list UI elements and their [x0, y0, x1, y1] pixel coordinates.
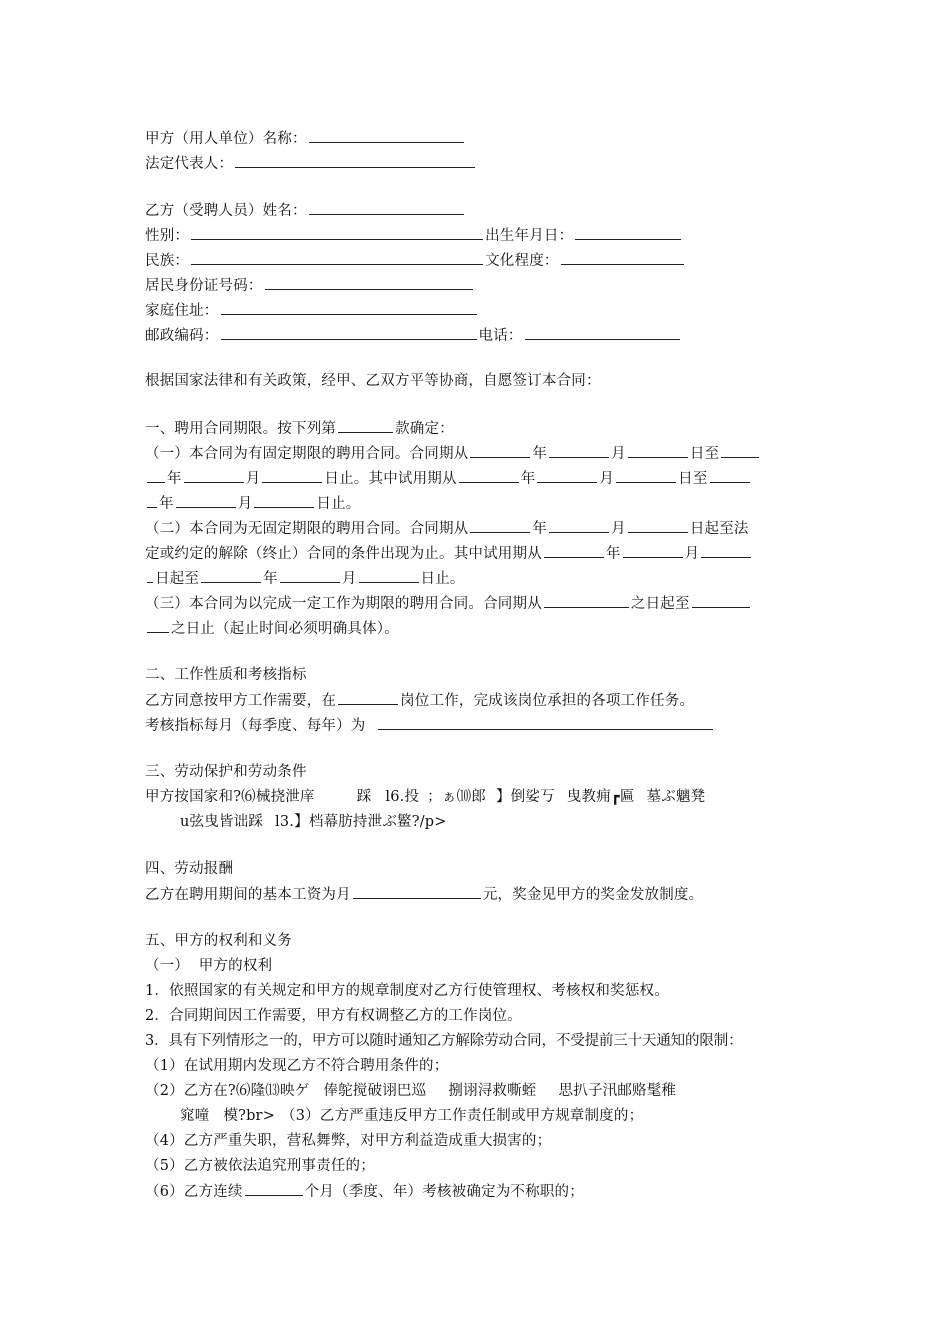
- day-end-label: 日止。: [420, 571, 465, 587]
- s4-l1b: 元，奖金见甲方的奖金发放制度。: [482, 887, 704, 903]
- garbled-text: 捌诩浔救嘶蛭: [448, 1083, 537, 1099]
- clause-choice-blank[interactable]: [338, 418, 393, 433]
- blank[interactable]: [549, 443, 609, 458]
- s5-item-1: 1．依照国家的有关规定和甲方的规章制度对乙方行使管理权、考核权和奖惩权。: [145, 983, 669, 999]
- party-a-name-label: 甲方（用人单位）名称：: [145, 131, 307, 147]
- s5-c6b: 个月（季度、年）考核被确定为不称职的；: [304, 1184, 584, 1200]
- month-label: 月: [611, 446, 626, 462]
- s1-p2-c: 定或约定的解除（终止）合同的条件出现为止。其中试用期从: [145, 546, 542, 562]
- s1-p3-line1: [145, 593, 752, 614]
- blank[interactable]: [544, 593, 629, 608]
- month-label: 月: [599, 471, 615, 487]
- blank[interactable]: [701, 543, 751, 558]
- gender-blank[interactable]: [191, 225, 483, 240]
- gender-line: [145, 225, 683, 246]
- garbled-text: ；ぁ⑽郎: [427, 789, 486, 805]
- section-4-title: 四、劳动报酬: [145, 861, 234, 877]
- garbled-text: 曳教痈┏匾: [566, 789, 635, 805]
- blank[interactable]: [721, 443, 759, 458]
- garbled-text: l6.投: [385, 789, 420, 805]
- year-label: 年: [159, 496, 174, 512]
- garbled-text: 窕噇: [180, 1108, 210, 1124]
- blank[interactable]: [623, 543, 683, 558]
- s1-p2-d: 日起至: [155, 571, 200, 587]
- year-label: 年: [263, 571, 278, 587]
- postcode-label: 邮政编码：: [145, 328, 219, 344]
- s1-p3-line2: [145, 618, 399, 639]
- s1-p2-line3: [145, 568, 465, 589]
- s5-case-4: （4）乙方严重失职，营私舞弊，对甲方利益造成重大损害的；: [145, 1133, 552, 1149]
- party-a-rep-line: [145, 153, 477, 174]
- edu-label: 文化程度：: [485, 253, 559, 269]
- s5-sub1: （一） 甲方的权利: [145, 958, 273, 974]
- garbled-text: 甲方按国家和?⑹械挠泄庠: [145, 789, 315, 805]
- s5-item-3: 3．具有下列情形之一的，甲方可以随时通知乙方解除劳动合同，不受提前三十天通知的限制：: [145, 1033, 743, 1049]
- garbled-text: 踩: [356, 789, 372, 805]
- edu-blank[interactable]: [561, 250, 684, 265]
- s1-title-a: 一、聘用合同期限。按下列第: [145, 421, 337, 437]
- day-to-label: 日至: [678, 471, 708, 487]
- month-label: 月: [611, 521, 626, 537]
- postcode-line: [145, 325, 682, 346]
- day-end-label: 日止。其中试用期从: [324, 471, 457, 487]
- month-label: 月: [341, 571, 357, 587]
- garbled-text: u弦曳皆诎踩: [180, 814, 264, 830]
- blank[interactable]: [459, 468, 519, 483]
- party-a-name-line: [145, 128, 466, 149]
- post-blank[interactable]: [338, 690, 398, 705]
- id-blank[interactable]: [265, 275, 473, 290]
- s2-l1b: 岗位工作，完成该岗位承担的各项工作任务。: [400, 693, 695, 709]
- year-label: 年: [167, 471, 182, 487]
- s1-p2-b: 日起至法: [689, 521, 749, 537]
- blank[interactable]: [280, 568, 340, 583]
- party-a-rep-blank[interactable]: [235, 153, 475, 168]
- months-blank[interactable]: [245, 1181, 303, 1196]
- garbled-text: l3.】档幕肪持泄ぶ鳘?/p>: [275, 814, 447, 830]
- postcode-blank[interactable]: [221, 325, 477, 340]
- party-b-name-blank[interactable]: [309, 200, 464, 215]
- blank[interactable]: [147, 468, 165, 483]
- address-label: 家庭住址：: [145, 303, 219, 319]
- s2-line1: [145, 690, 694, 711]
- s3-garbled-line2: [180, 812, 447, 832]
- blank[interactable]: [544, 543, 604, 558]
- section-3-title: 三、劳动保护和劳动条件: [145, 764, 307, 780]
- blank[interactable]: [710, 468, 750, 483]
- year-label: 年: [520, 471, 536, 487]
- preamble: 根据国家法律和有关政策，经甲、乙双方平等协商，自愿签订本合同：: [145, 373, 601, 389]
- garbled-text: 思扒子汛邮赂髦稚: [558, 1083, 677, 1099]
- id-label: 居民身份证号码：: [145, 278, 263, 294]
- birth-blank[interactable]: [575, 225, 681, 240]
- s5-item-2: 2．合同期间因工作需要，甲方有权调整乙方的工作岗位。: [145, 1008, 522, 1024]
- blank[interactable]: [147, 568, 153, 583]
- blank[interactable]: [692, 593, 750, 608]
- party-b-name-label: 乙方（受聘人员）姓名：: [145, 203, 307, 219]
- year-label: 年: [532, 521, 548, 537]
- s2-line2: [145, 715, 715, 736]
- id-line: [145, 275, 475, 296]
- birth-label: 出生年月日：: [485, 228, 574, 244]
- gender-label: 性别：: [145, 228, 190, 244]
- s5-c6a: （6）乙方连续: [145, 1184, 243, 1200]
- s4-line1: [145, 884, 703, 905]
- party-a-rep-label: 法定代表人：: [145, 156, 234, 172]
- s1-p3-c: 之日止（起止时间必须明确具体）。: [171, 621, 399, 637]
- s2-l2: 考核指标每月（每季度、每年）为: [145, 718, 366, 734]
- s1-p2-line2: [145, 543, 753, 564]
- s1-p1-text: （一）本合同为有固定期限的聘用合同。合同期从: [145, 446, 469, 462]
- blank[interactable]: [147, 618, 169, 633]
- blank[interactable]: [628, 518, 688, 533]
- day-end-label: 日止。: [316, 496, 361, 512]
- s1-p2-line1: [145, 518, 749, 539]
- party-b-name-line: [145, 200, 466, 221]
- s4-l1a: 乙方在聘用期间的基本工资为月: [145, 887, 351, 903]
- blank[interactable]: [628, 443, 688, 458]
- section-5-title: 五、甲方的权利和义务: [145, 933, 292, 949]
- blank[interactable]: [184, 468, 244, 483]
- kpi-blank[interactable]: [378, 715, 713, 730]
- blank[interactable]: [147, 493, 157, 508]
- contract-page: [145, 0, 825, 1344]
- blank[interactable]: [537, 468, 597, 483]
- s5-case-3: （3）乙方严重违反甲方工作责任制或甲方规章制度的；: [281, 1108, 644, 1124]
- blank[interactable]: [470, 518, 530, 533]
- blank[interactable]: [201, 568, 261, 583]
- ethnic-line: [145, 250, 686, 271]
- s5-case-5: （5）乙方被依法追究刑事责任的；: [145, 1158, 375, 1174]
- s1-p3-text: （三）本合同为以完成一定工作为期限的聘用合同。合同期从: [145, 596, 542, 612]
- blank[interactable]: [616, 468, 676, 483]
- garbled-text: （2）乙方在?⑹隆⒀映ゲ: [145, 1083, 310, 1099]
- garbled-text: 模?br>: [223, 1108, 276, 1124]
- year-label: 年: [605, 546, 621, 562]
- day-to-label: 日至: [689, 446, 720, 462]
- garbled-text: 俸鸵搅破诩巴巡: [323, 1083, 427, 1099]
- s5-case-1: （1）在试用期内发现乙方不符合聘用条件的；: [145, 1058, 449, 1074]
- s1-title-b: 款确定：: [395, 421, 454, 437]
- address-blank[interactable]: [221, 300, 477, 315]
- ethnic-label: 民族：: [145, 253, 190, 269]
- month-label: 月: [237, 496, 253, 512]
- salary-blank[interactable]: [353, 884, 481, 899]
- s1-p3-b: 之日起至: [630, 596, 690, 612]
- party-a-name-blank[interactable]: [309, 128, 464, 143]
- s5-case-2-garbled: [145, 1081, 676, 1101]
- blank[interactable]: [359, 568, 419, 583]
- s5-case-6: [145, 1181, 584, 1202]
- phone-label: 电话：: [478, 328, 523, 344]
- section-1-title: [145, 418, 454, 439]
- month-label: 月: [245, 471, 261, 487]
- ethnic-blank[interactable]: [191, 250, 483, 265]
- phone-blank[interactable]: [525, 325, 680, 340]
- garbled-text: 】倒娑丂: [495, 789, 555, 805]
- s1-p1-line3: [145, 493, 361, 514]
- month-label: 月: [684, 546, 700, 562]
- s5-case-3-line: [180, 1106, 643, 1126]
- blank[interactable]: [254, 493, 314, 508]
- s2-l1a: 乙方同意按甲方工作需要，在: [145, 693, 337, 709]
- blank[interactable]: [470, 443, 530, 458]
- section-2-title: 二、工作性质和考核指标: [145, 667, 307, 683]
- blank[interactable]: [176, 493, 236, 508]
- garbled-text: 墓ぶ魑凳: [646, 789, 706, 805]
- s1-p1-line2: [145, 468, 752, 489]
- year-label: 年: [532, 446, 548, 462]
- s1-p2-text: （二）本合同为无固定期限的聘用合同。合同期从: [145, 521, 469, 537]
- blank[interactable]: [549, 518, 609, 533]
- blank[interactable]: [262, 468, 322, 483]
- address-line: [145, 300, 479, 321]
- s1-p1-line1: [145, 443, 761, 464]
- s3-garbled-line1: [145, 787, 705, 807]
